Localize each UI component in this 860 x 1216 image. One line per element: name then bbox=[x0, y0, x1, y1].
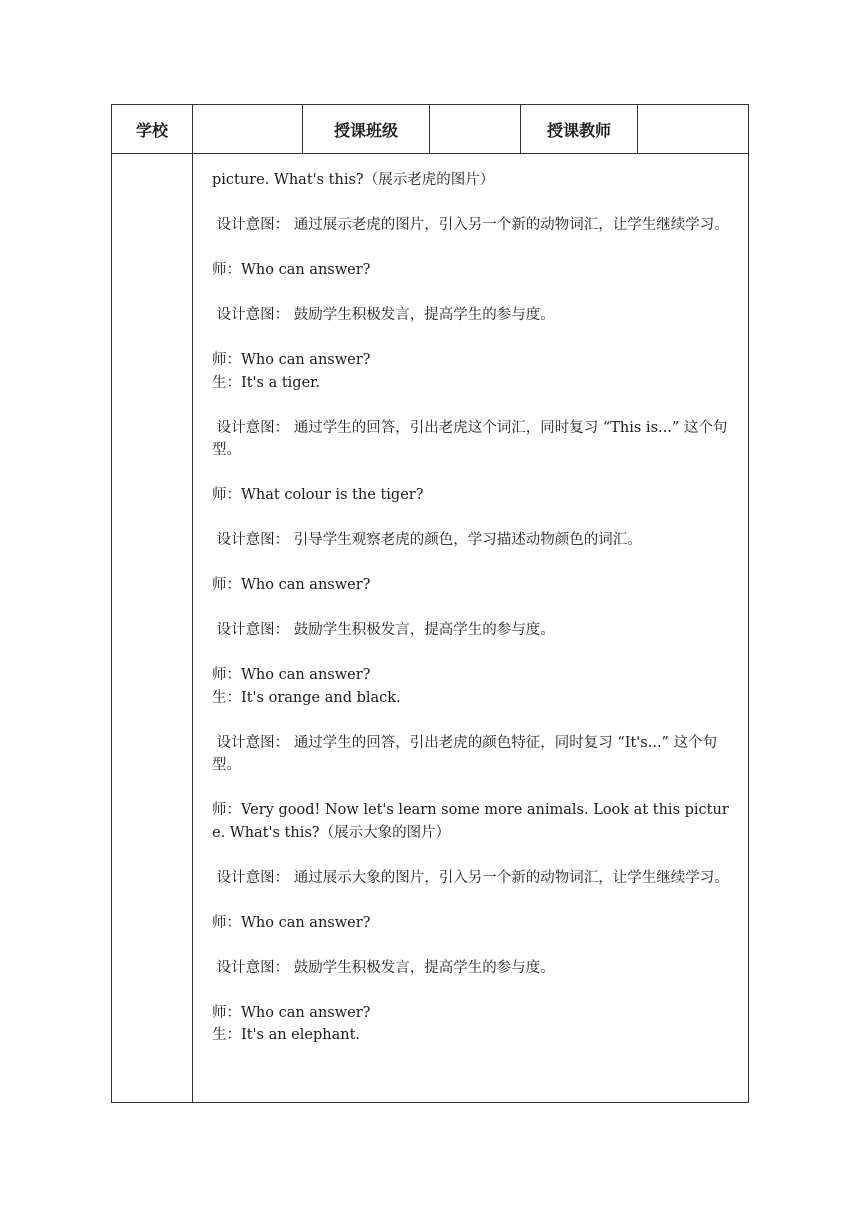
paragraph-gap bbox=[212, 979, 734, 1002]
paragraph-gap bbox=[212, 552, 734, 575]
content-line: 师：Who can answer? bbox=[212, 1004, 371, 1021]
content-line: 设计意图： 通过展示大象的图片，引入另一个新的动物词汇，让学生继续学习。 bbox=[212, 869, 729, 886]
teacher-value bbox=[638, 105, 748, 153]
content-line: 师：Who can answer? bbox=[212, 667, 371, 683]
teacher-label: 授课教师 bbox=[546, 120, 611, 140]
table-body-row bbox=[112, 153, 748, 1102]
content-line: 师：Who can answer? bbox=[212, 262, 371, 278]
content-line: 师：What colour is the tiger? bbox=[212, 487, 424, 503]
class-value bbox=[430, 105, 520, 153]
content-line: 师：Who can answer? bbox=[212, 352, 371, 368]
class-label: 授课班级 bbox=[333, 120, 398, 140]
paragraph-gap bbox=[212, 507, 734, 530]
paragraph-gap bbox=[212, 597, 734, 620]
school-label: 学校 bbox=[135, 120, 168, 140]
content-line: 设计意图： 鼓励学生积极发言，提高学生的参与度。 bbox=[212, 307, 555, 323]
paragraph-gap bbox=[212, 462, 734, 485]
paragraph-gap bbox=[212, 934, 734, 957]
table-header-row bbox=[112, 105, 748, 154]
content-line: picture. What's this?（展示老虎的图片） bbox=[212, 172, 495, 188]
content-line: 设计意图： 鼓励学生积极发言，提高学生的参与度。 bbox=[212, 959, 555, 976]
lesson-content bbox=[212, 169, 734, 1047]
paragraph-gap bbox=[212, 237, 734, 260]
content-line: 设计意图： 引导学生观察老虎的颜色，学习描述动物颜色的词汇。 bbox=[212, 532, 642, 548]
content-line: 设计意图： 通过展示老虎的图片，引入另一个新的动物词汇，让学生继续学习。 bbox=[212, 217, 729, 233]
paragraph-gap bbox=[212, 192, 734, 215]
content-line: 设计意图： 通过学生的回答，引出老虎的颜色特征，同时复习 “It's...” 这个句型。 bbox=[212, 734, 718, 773]
school-value bbox=[193, 105, 302, 153]
column-divider bbox=[192, 153, 193, 1102]
content-line: 生：It's orange and black. bbox=[212, 689, 401, 706]
content-line: 设计意图： 通过学生的回答，引出老虎这个词汇，同时复习 “This is...” 这个句型。 bbox=[212, 419, 728, 458]
paragraph-gap bbox=[212, 844, 734, 867]
paragraph-gap bbox=[212, 709, 734, 732]
paragraph-gap bbox=[212, 282, 734, 305]
paragraph-gap bbox=[212, 394, 734, 417]
paragraph-gap bbox=[212, 327, 734, 350]
content-line: 师：Who can answer? bbox=[212, 577, 371, 593]
content-line: 生：It's a tiger. bbox=[212, 374, 321, 391]
content-line: 师：Who can answer? bbox=[212, 914, 371, 931]
content-line: 师：Very good! Now let's learn some more animals. Look at this picture. What's this?（展示大象的图片） bbox=[212, 802, 729, 841]
lesson-plan-table bbox=[111, 104, 749, 1103]
paragraph-gap bbox=[212, 889, 734, 912]
paragraph-gap bbox=[212, 642, 734, 665]
paragraph-gap bbox=[212, 777, 734, 800]
content-line: 设计意图： 鼓励学生积极发言，提高学生的参与度。 bbox=[212, 622, 555, 638]
content-line: 生：It's an elephant. bbox=[212, 1027, 361, 1043]
